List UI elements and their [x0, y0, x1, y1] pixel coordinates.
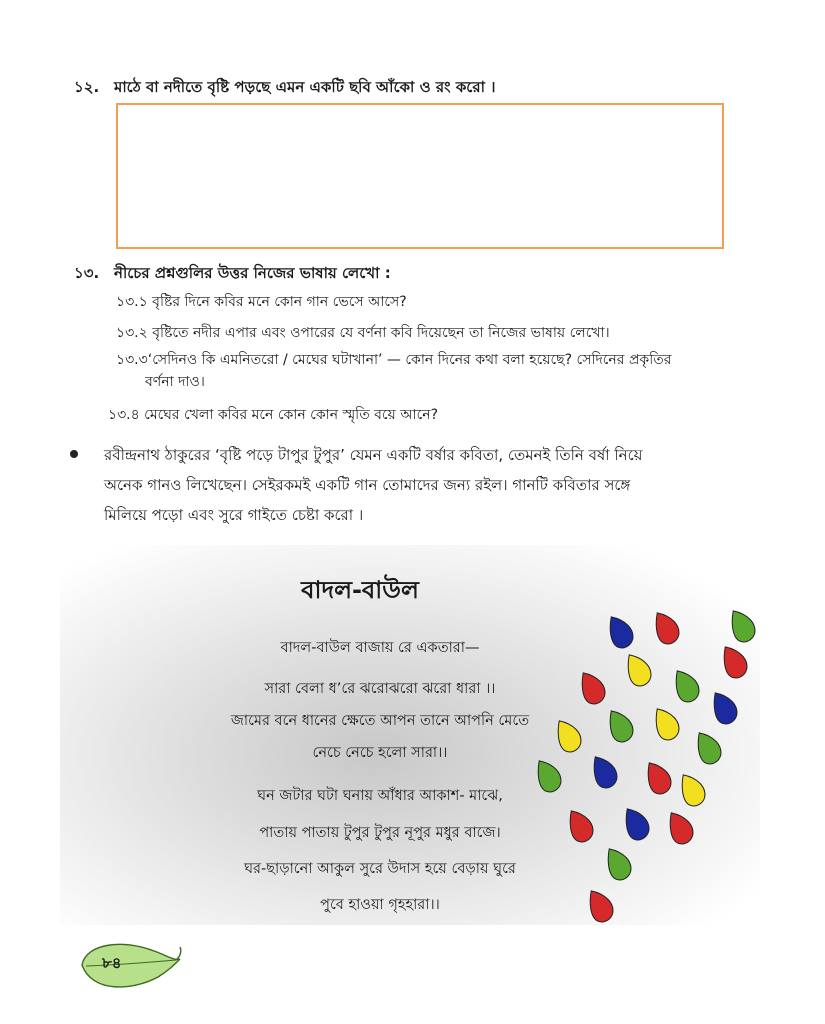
raindrop-icon — [550, 715, 586, 755]
bullet-icon — [70, 450, 78, 458]
poem-line: ঘর-ছাড়ানো আকুল সুরে উদাস হয়ে বেড়ায় ঘুরে — [244, 861, 516, 877]
question-12-number: ১২. — [74, 78, 100, 96]
raindrop-icon — [648, 607, 684, 647]
question-13-text: নীচের প্রশ্নগুলির উত্তর নিজের ভাষায় লেখো : — [114, 264, 391, 282]
question-13-number: ১৩. — [74, 264, 100, 282]
poem-line: বাদল-বাউল বাজায় রে একতারা— — [280, 640, 480, 656]
poem-line: পাতায় পাতায় টুপুর টুপুর নূপুর মধুর বাজে। — [259, 825, 501, 841]
intro-paragraph — [104, 440, 754, 530]
question-13 — [74, 262, 391, 287]
raindrop-icon — [602, 705, 638, 745]
poem-line: পুবে হাওয়া গৃহহারা।। — [320, 897, 440, 913]
raindrop-icon — [602, 611, 638, 651]
raindrop-icon — [600, 843, 636, 883]
raindrop-icon — [706, 687, 742, 727]
question-12-text: মাঠে বা নদীতে বৃষ্টি পড়ছে এমন একটি ছবি আঁকো ও রং করো । — [114, 78, 496, 96]
raindrop-icon — [690, 727, 726, 767]
intro-line: মিলিয়ে পড়ো এবং সুরে গাইতে চেষ্টা করো । — [104, 506, 364, 524]
raindrop-icon — [724, 605, 760, 645]
page-number: ৮৪ — [102, 954, 122, 972]
leaf-icon — [76, 935, 186, 993]
raindrop-icon — [582, 885, 618, 925]
question-12 — [74, 76, 496, 101]
raindrop-icon — [674, 769, 710, 809]
question-13-3-cont: বর্ণনা দাও। — [145, 374, 205, 390]
poem-line: সারা বেলা ধ’রে ঝরোঝরো ঝরো ধারা ।। — [264, 681, 496, 697]
intro-line: রবীন্দ্রনাথ ঠাকুরের ‘বৃষ্টি পড়ে টাপুর টুপুর’ যেমন একটি বর্ষার কবিতা, তেমনই তিনি বর্ষা নিয়ে — [104, 446, 643, 464]
raindrop-icon — [668, 665, 704, 705]
poem-title: বাদল-বাউল — [301, 576, 419, 604]
raindrop-icon — [618, 803, 654, 843]
poem-line: ঘন জটার ঘটা ঘনায় আঁধার আকাশ- মাঝে, — [257, 788, 503, 804]
raindrops-illustration — [520, 590, 760, 930]
question-13-2: ১৩.২ বৃষ্টিতে নদীর এপার এবং ওপারের যে বর্ণনা কবি দিয়েছেন তা নিজের ভাষায় লেখো। — [116, 325, 610, 341]
raindrop-icon — [574, 667, 610, 707]
raindrop-icon — [562, 805, 598, 845]
raindrop-icon — [716, 641, 752, 681]
poem-line: জামের বনে ধানের ক্ষেতে আপন তানে আপনি মেতে — [230, 713, 530, 729]
raindrop-icon — [648, 703, 684, 743]
drawing-box[interactable] — [116, 103, 724, 249]
question-13-1: ১৩.১ বৃষ্টির দিনে কবির মনে কোন গান ভেসে আসে? — [116, 294, 407, 310]
poem-line: নেচে নেচে হলো সারা।। — [312, 745, 448, 761]
question-13-3: ১৩.৩‘সেদিনও কি এমনিতরো / মেঘের ঘটাখানা’ — কোন দিনের কথা বলা হয়েছে? সেদিনের প্রকৃতির — [116, 352, 672, 368]
raindrop-icon — [620, 649, 656, 689]
intro-line: অনেক গানও লিখেছেন। সেইরকমই একটি গান তোমাদের জন্য রইল। গানটি কবিতার সঙ্গে — [104, 476, 631, 494]
raindrop-icon — [662, 807, 698, 847]
raindrop-icon — [586, 751, 622, 791]
raindrop-icon — [530, 755, 566, 795]
question-13-4: ১৩.৪ মেঘের খেলা কবির মনে কোন কোন স্মৃতি বয়ে আনে? — [108, 407, 439, 423]
raindrop-icon — [640, 757, 676, 797]
